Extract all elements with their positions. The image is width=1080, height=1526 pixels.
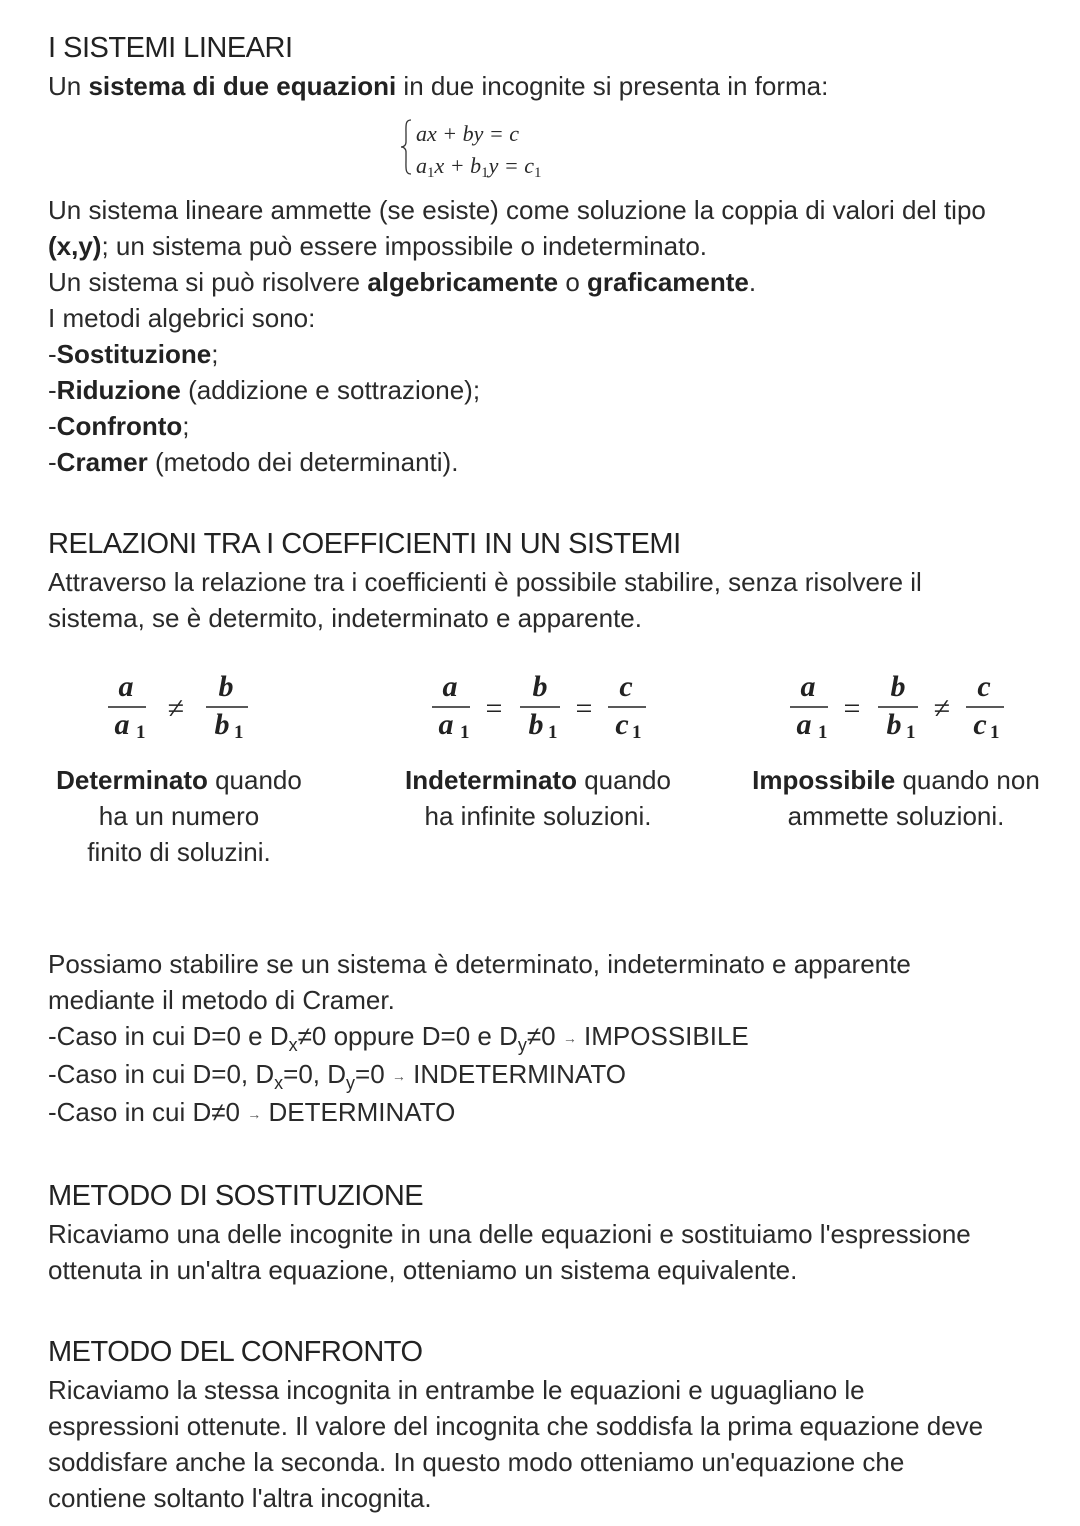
paragraph-sostituzione-2: ottenuta in un'altra equazione, otteniamo un sistema equivalente. (48, 1255, 798, 1285)
svg-text:≠: ≠ (167, 692, 185, 725)
arrow-right-icon: → (562, 1030, 577, 1046)
linear-system-formula (400, 118, 1048, 192)
cramer-case-indeterminato: -Caso in cui D=0, $D_x=0$, $D_y=0$ → INDETERMINATO (48, 1059, 626, 1094)
method-item: -Sostituzione; (48, 339, 219, 369)
paragraph-relazioni-1: Attraverso la relazione tra i coefficienti è possibile stabilire, senza risolvere il (48, 567, 922, 597)
svg-text:b: b (218, 670, 234, 703)
svg-text:b: b (532, 670, 548, 703)
section-title-sistemi-lineari: I SISTEMI LINEARI (48, 32, 293, 64)
svg-text:b: b (886, 708, 902, 741)
paragraph-sostituzione-1: Ricaviamo una delle incognite in una delle equazioni e sostituiamo l'espressione (48, 1219, 971, 1249)
svg-text:b: b (528, 708, 544, 741)
svg-text:b: b (890, 670, 906, 703)
equation-1: ax + by = c (416, 121, 519, 146)
condition-impossibile: a a 1 = b b 1 ≠ c c 1 Impossibile quando non ammette soluzioni. (748, 666, 1044, 834)
method-item: -Cramer (metodo dei determinanti). (48, 447, 459, 477)
svg-text:a: a (442, 670, 458, 703)
svg-text:1: 1 (906, 722, 916, 742)
svg-text:c: c (977, 670, 991, 703)
paragraph-cramer-1: Possiamo stabilire se un sistema è determinato, indeterminato e apparente (48, 949, 911, 979)
section-title-relazioni: RELAZIONI TRA I COEFFICIENTI IN UN SISTEMI (48, 528, 681, 560)
svg-text:b: b (214, 708, 230, 741)
svg-text:c: c (619, 670, 633, 703)
svg-text:=: = (485, 692, 503, 725)
paragraph-solution-1: Un sistema lineare ammette (se esiste) come soluzione la coppia di valori del tipo (48, 195, 986, 225)
svg-text:≠: ≠ (933, 692, 951, 725)
svg-text:1: 1 (990, 722, 1000, 742)
ratio-formula-indeterminato (428, 666, 648, 742)
svg-text:a: a (114, 708, 130, 741)
svg-text:1: 1 (548, 722, 558, 742)
cramer-case-determinato: -Caso in cui D≠0 → DETERMINATO (48, 1097, 456, 1127)
paragraph-cramer-2: mediante il metodo di Cramer. (48, 985, 395, 1015)
svg-text:c: c (615, 708, 629, 741)
method-item: -Confronto; (48, 411, 190, 441)
paragraph-confronto-4: contiene soltanto l'altra incognita. (48, 1483, 432, 1513)
document-page (48, 28, 1048, 1516)
svg-text:1: 1 (136, 722, 146, 742)
coefficient-conditions (48, 666, 1048, 946)
svg-text:1: 1 (460, 722, 470, 742)
svg-text:c: c (973, 708, 987, 741)
paragraph-confronto-3: soddisfare anche la seconda. In questo modo otteniamo un'equazione che (48, 1447, 905, 1477)
paragraph-confronto-1: Ricaviamo la stessa incognita in entrambe le equazioni e uguagliano le (48, 1375, 865, 1405)
cramer-case-impossibile: -Caso in cui D=0 e $D_x\ne 0$ oppure D=0 e $D_y\ne 0$ → IMPOSSIBILE (48, 1021, 749, 1056)
paragraph-algebraic-methods: I metodi algebrici sono: (48, 303, 316, 333)
ratio-formula-determinato (104, 666, 254, 742)
method-item: -Riduzione (addizione e sottrazione); (48, 375, 481, 405)
svg-text:a: a (796, 708, 812, 741)
ratio-formula-impossibile (786, 666, 1006, 742)
svg-text:a: a (118, 670, 134, 703)
section-title-sostituzione: METODO DI SOSTITUZIONE (48, 1180, 424, 1212)
curly-brace-icon (400, 118, 412, 176)
svg-text:1: 1 (632, 722, 642, 742)
svg-text:=: = (575, 692, 593, 725)
arrow-right-icon: → (247, 1106, 262, 1122)
svg-text:=: = (843, 692, 861, 725)
intro-paragraph: Un sistema di due equazioni in due incognite si presenta in forma: (48, 71, 829, 101)
svg-text:1: 1 (818, 722, 828, 742)
paragraph-methods-intro: Un sistema si può risolvere algebricamente o graficamente. (48, 267, 757, 297)
condition-indeterminato: a a 1 = b b 1 = c c 1 Indeterminato quando ha infinite soluzioni. (398, 666, 678, 834)
paragraph-confronto-2: espressioni ottenute. Il valore del incognita che soddisfa la prima equazione deve (48, 1411, 984, 1441)
condition-determinato: a a 1 ≠ b b 1 Determinato quando ha un numero finito di soluzini. (48, 666, 310, 870)
section-title-confronto: METODO DEL CONFRONTO (48, 1336, 423, 1368)
svg-text:1: 1 (234, 722, 244, 742)
paragraph-solution-2: (x,y); un sistema può essere impossibile o indeterminato. (48, 231, 707, 261)
paragraph-relazioni-2: sistema, se è determito, indeterminato e apparente. (48, 603, 642, 633)
svg-text:a: a (800, 670, 816, 703)
arrow-right-icon: → (391, 1068, 406, 1084)
svg-text:a: a (438, 708, 454, 741)
equation-2: $a_1x + b_1y = c_1$ (416, 153, 542, 181)
